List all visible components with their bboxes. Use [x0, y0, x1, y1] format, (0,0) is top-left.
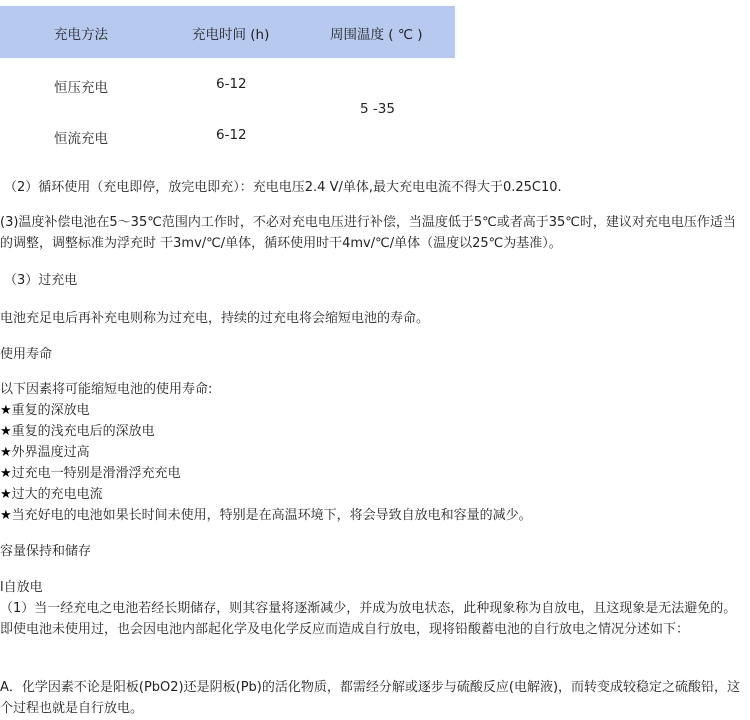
- header-time: 充电时间 (h): [192, 27, 270, 43]
- list-item: ★重复的深放电: [0, 403, 90, 418]
- table-header-row: [0, 6, 455, 58]
- list-item: ★过充电一特别是滑滑浮充充电: [0, 466, 181, 481]
- star-icon: ★: [0, 508, 12, 523]
- star-icon: ★: [0, 445, 12, 460]
- star-icon: ★: [0, 487, 12, 502]
- chemical-factor-paragraph: A．化学因素不论是阳板(PbO2)还是阴板(Pb)的活化物质，都需经分解或逐步与硫酸反应(电解液)，而转变成较稳定之硫酸铅，这个过程也就是自行放电。: [0, 680, 741, 716]
- life-factors-list: [0, 379, 748, 526]
- self-discharge-heading: l自放电: [0, 580, 43, 595]
- overcharge-heading: （3）过充电: [4, 273, 78, 288]
- list-item: ★外界温度过高: [0, 445, 90, 460]
- row-1-time: 6-12: [216, 76, 247, 92]
- list-item: ★重复的浅充电后的深放电: [0, 424, 155, 439]
- list-item: ★过大的充电电流: [0, 487, 103, 502]
- row-1-method: 恒压充电: [54, 80, 108, 96]
- star-icon: ★: [0, 424, 12, 439]
- temperature-compensation-paragraph: (3)温度补偿电池在5～35℃范围内工作时，不必对充电电压进行补偿，当温度低于5℃或者高于35℃时，建议对充电电压作适当的调整，调整标准为浮充时 干3mv/℃/单体，循环使用时干4mv/℃/单体（温度以25℃为基准）。: [0, 215, 736, 251]
- life-factors-intro: 以下因素将可能缩短电池的使用寿命:: [0, 382, 213, 397]
- self-discharge-paragraph: （1）当一经充电之电池若经长期储存，则其容量将逐渐减少，并成为放电状态，此种现象称为自放电，且这现象是无法避免的。即使电池未使用过，也会因电池内部起化学及电化学反应而造成自行放电，现将铅酸蓄电池的自行放电之情况分述如下：: [0, 601, 737, 637]
- service-life-heading: 使用寿命: [0, 347, 53, 362]
- header-method: 充电方法: [54, 27, 108, 43]
- storage-heading: 容量保持和储存: [0, 544, 92, 559]
- cycle-use-paragraph: （2）循环使用（充电即停，放完电即充）：充电电压2.4 V/单体,最大充电电流不得大于0.25C10.: [4, 180, 562, 195]
- header-temperature: 周围温度 ( ℃ ): [330, 27, 423, 43]
- overcharge-paragraph: 电池充足电后再补充电则称为过充电，持续的过充电将会缩短电池的寿命。: [0, 311, 430, 326]
- temperature-value: 5 -35: [360, 101, 395, 117]
- row-2-time: 6-12: [216, 127, 247, 143]
- list-item: ★当充好电的电池如果长时间未使用，特别是在高温环境下，将会导致自放电和容量的减少。: [0, 508, 532, 523]
- star-icon: ★: [0, 403, 12, 418]
- row-2-method: 恒流充电: [54, 131, 108, 147]
- star-icon: ★: [0, 466, 12, 481]
